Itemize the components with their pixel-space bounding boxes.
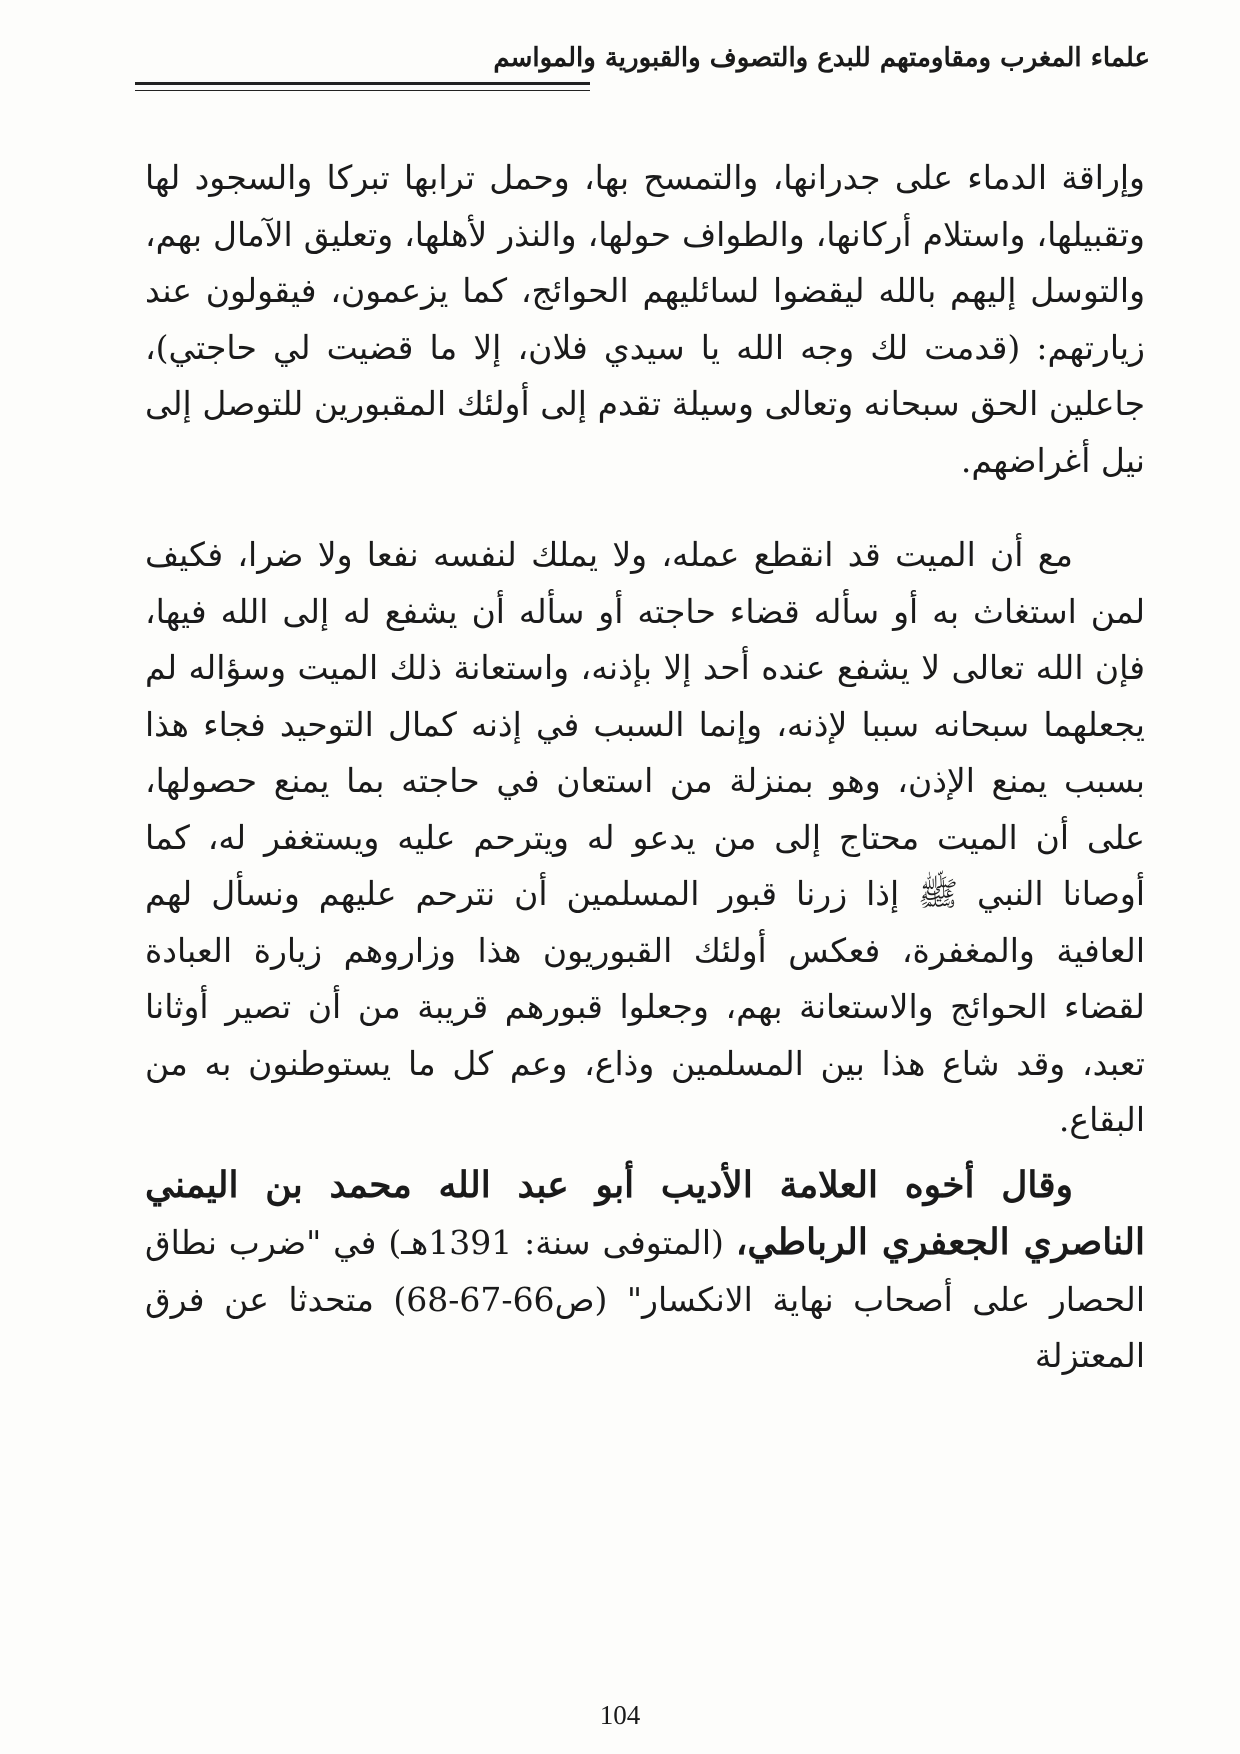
header-rule-thick — [135, 82, 590, 85]
body-text — [145, 150, 1145, 1385]
paragraph-2: مع أن الميت قد انقطع عمله، ولا يملك لنفسه نفعا ولا ضرا، فكيف لمن استغاث به أو سأله قضاء حاجته أو سأله أن يشفع له إلى الله فيها، فإن الله تعالى لا يشفع عنده أحد إلا بإذنه، واستعانة ذلك الميت وسؤاله لم يجعلهما سبحانه سببا لإذنه، وإنما السبب في إذنه كمال التوحيد فجاء هذا بسبب يمنع الإذن، وهو بمنزلة من استعان في حاجته بما يمنع حصولها، على أن الميت محتاج إلى من يدعو له ويترحم عليه ويستغفر له، كما أوصانا النبي ﷺ إذا زرنا قبور المسلمين أن نترحم عليهم ونسأل لهم العافية والمغفرة، فعكس أولئك القبوريون هذا وزاروهم زيارة العبادة لقضاء الحوائج والاستعانة بهم، وجعلوا قبورهم قريبة من أن تصير أوثانا تعبد، وقد شاع هذا بين المسلمين وذاع، وعم كل ما يستوطنون به من البقاع. — [145, 535, 1145, 1139]
paragraph-3-text: (المتوفى سنة: 1391هـ) في "ضرب نطاق الحصار على أصحاب نهاية الانكسار" (ص66-67-68) متحدثا عن فرق المعتزلة — [145, 1223, 1145, 1375]
page-number: 104 — [599, 1700, 641, 1730]
paragraph-3-bold-lead: وقال أخوه العلامة الأديب أبو عبد الله محمد بن اليمني الناصري الجعفري الرباطي، — [145, 1163, 1145, 1263]
paragraph-3 — [145, 1157, 1145, 1385]
header-rule-thin — [135, 90, 590, 91]
paragraph-1: وإراقة الدماء على جدرانها، والتمسح بها، وحمل ترابها تبركا والسجود لها وتقبيلها، واستلام أركانها، والطواف حولها، والنذر لأهلها، وتعليق الآمال بهم، والتوسل إليهم بالله ليقضوا لسائليهم الحوائج، كما يزعمون، فيقولون عند زيارتهم: (قدمت لك وجه الله يا سيدي فلان، إلا ما قضيت لي حاجتي)، جاعلين الحق سبحانه وتعالى وسيلة تقدم إلى أولئك المقبورين للتوصل إلى نيل أغراضهم. — [145, 158, 1146, 480]
running-header: علماء المغرب ومقاومتهم للبدع والتصوف والقبورية والمواسم — [493, 43, 1150, 73]
